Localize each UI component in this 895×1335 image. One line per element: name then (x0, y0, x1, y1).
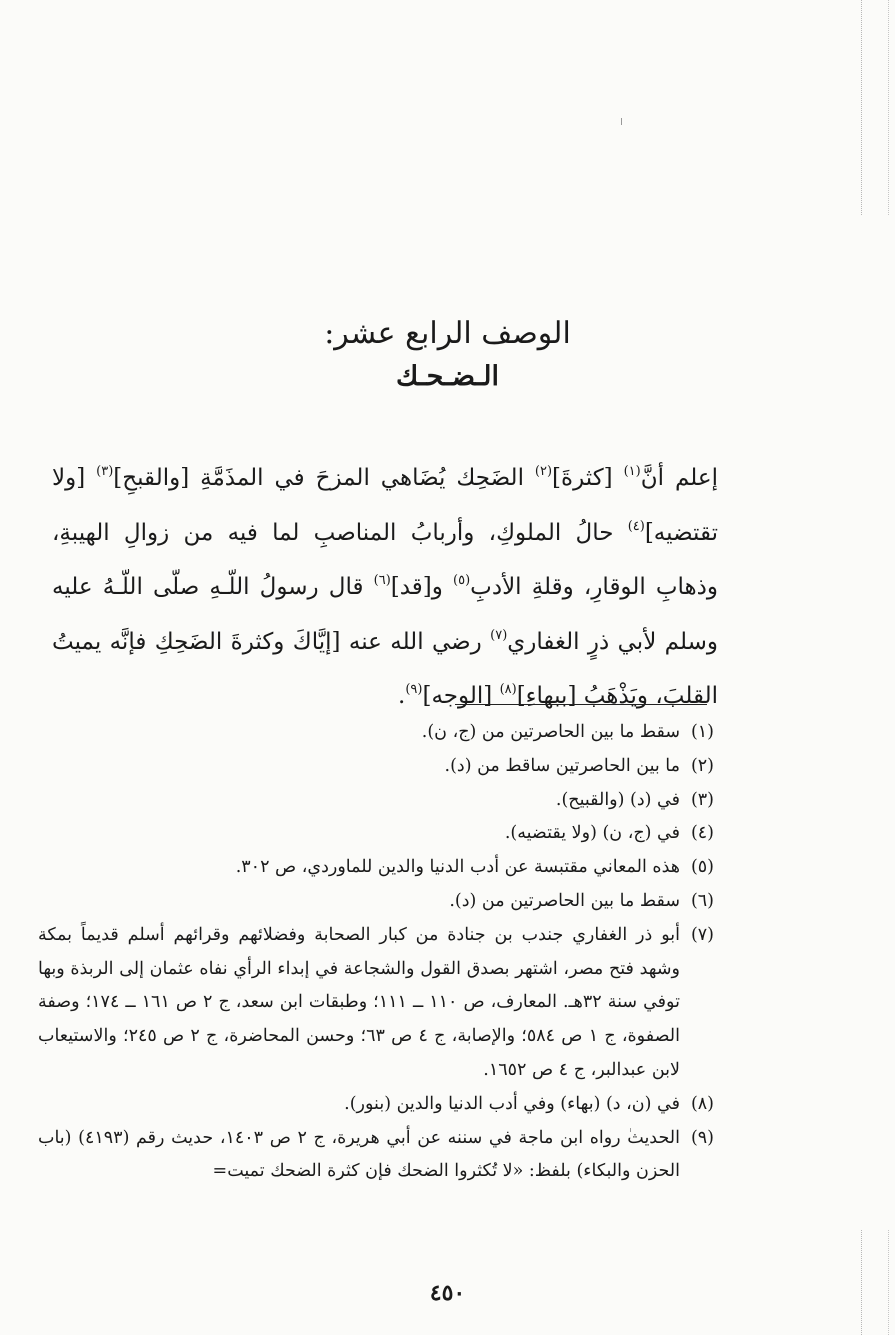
chapter-heading (150, 312, 745, 398)
footnote-marker: (٨) (499, 682, 517, 697)
footnote-item (38, 851, 714, 885)
paragraph-text: رضي الله عنه [إيَّاكَ وكثرةَ الضَحِكِ فإنَّه يميتُ القلبَ، ويَذْهَبُ [ببهاءِ] (52, 628, 718, 709)
paragraph-text: قال رسولُ اللّـهِ صلّى اللّـهُ عليه وسلم لأبي ذرٍ الغفاري (52, 574, 718, 655)
footnote-text: الحديث رواه ابن ماجة في سننه عن أبي هريرة، ج ٢ ص ١٤٠٣، حديث رقم (٤١٩٣) (باب الحزن والبكاء) بلفظ: «لا تُكثروا الضحك فإن كثرة الضحك تميت= (38, 1127, 680, 1182)
paragraph-text: إعلم أنَّ (640, 465, 718, 491)
footnote-marker: (٧) (490, 627, 508, 643)
footnotes (38, 716, 714, 1189)
footnote-item (38, 885, 714, 919)
footnote-item (38, 919, 714, 1088)
footnote-text: سقط ما بين الحاصرتين من (د). (449, 890, 680, 911)
chapter-subtitle: الـضـحـك (395, 361, 500, 392)
footnote-marker: (٥) (453, 573, 471, 588)
footnote-item (38, 817, 714, 851)
paragraph-text: [كثرةَ] (552, 465, 624, 491)
footnote-marker: (٤) (627, 518, 645, 534)
footnote-number: (٧) (690, 924, 714, 945)
footnote-item (38, 750, 714, 784)
footnote-item (38, 716, 714, 750)
paragraph-text: . (398, 683, 406, 709)
footnote-marker: (١) (623, 464, 641, 479)
footnote-number: (٤) (690, 823, 714, 844)
chapter-title: الوصف الرابع عشر: (324, 316, 571, 351)
footnote-text: في (د) (والقبيح). (555, 789, 680, 810)
footnote-text: أبو ذر الغفاري جندب بن جنادة من كبار الصحابة وفضلائهم وقرائهم أسلم قديماً بمكة وشهد فتح مصر، اشتهر بصدق القول والشجاعة في إبداء الرأي نفاه عثمان إلى الربذة وبها توفي سنة ٣٢هـ. المعارف، ص ١١٠ ــ ١١١؛ وطبقات ابن سعد، ج ٢ ص ١٦١ ــ ١٧٤؛ وصفة الصفوة، ج ١ ص ٥٨٤؛ والإصابة، ج ٤ ص ٦٣؛ وحسن المحاضرة، ج ٢ ص ٢٤٥؛ والاستيعاب لابن عبدالبر، ج ٤ ص ١٦٥٢. (38, 924, 680, 1080)
footnote-item (38, 784, 714, 818)
footnote-number: (٦) (690, 890, 714, 911)
paragraph-text: [الوجه] (422, 683, 500, 709)
footnote-marker: (٣) (96, 464, 114, 479)
paragraph-text: [ولا تقتضيه] (52, 465, 718, 546)
footnote-item (38, 1088, 714, 1122)
footnote-text: هذه المعاني مقتبسة عن أدب الدنيا والدين للماوردي، ص ٣٠٢. (235, 857, 680, 878)
footnote-text: سقط ما بين الحاصرتين من (ج، ن). (421, 722, 680, 742)
footnote-marker: (٦) (373, 573, 391, 588)
footnote-text: ما بين الحاصرتين ساقط من (د). (444, 755, 680, 776)
paragraph-text: الضَحِك يُضَاهي المزحَ في المذَمَّةِ [والقبحِ] (113, 465, 535, 491)
footnote-number: (١) (690, 722, 714, 742)
footnote-marker: (٩) (405, 682, 423, 697)
footnote-marker: (٢) (534, 464, 553, 479)
footnote-text: في (ج، ن) (ولا يقتضيه). (504, 823, 680, 844)
footnote-text: في (ن، د) (بهاء) وفي أدب الدنيا والدين (بنور). (344, 1093, 680, 1114)
footnote-number: (٣) (690, 789, 714, 810)
page-number: ٤٥٠ (429, 1280, 466, 1306)
scan-edge-mark (861, 0, 889, 215)
main-paragraph (52, 448, 718, 721)
footnote-number: (٩) (690, 1127, 714, 1148)
footnote-number: (٨) (690, 1093, 714, 1114)
scan-speck (621, 118, 622, 125)
footnote-separator (455, 704, 707, 705)
paragraph-text: حالُ الملوكِ، وأربابُ المناصبِ لما فيه من زوالِ الهيبةِ، وذهابِ الوقارِ، وقلةِ الأدبِ (52, 519, 718, 600)
footnote-number: (٢) (690, 755, 714, 776)
footnote-item (38, 1122, 714, 1190)
footnote-number: (٥) (690, 857, 714, 878)
paragraph-text: و[قد] (390, 574, 454, 600)
